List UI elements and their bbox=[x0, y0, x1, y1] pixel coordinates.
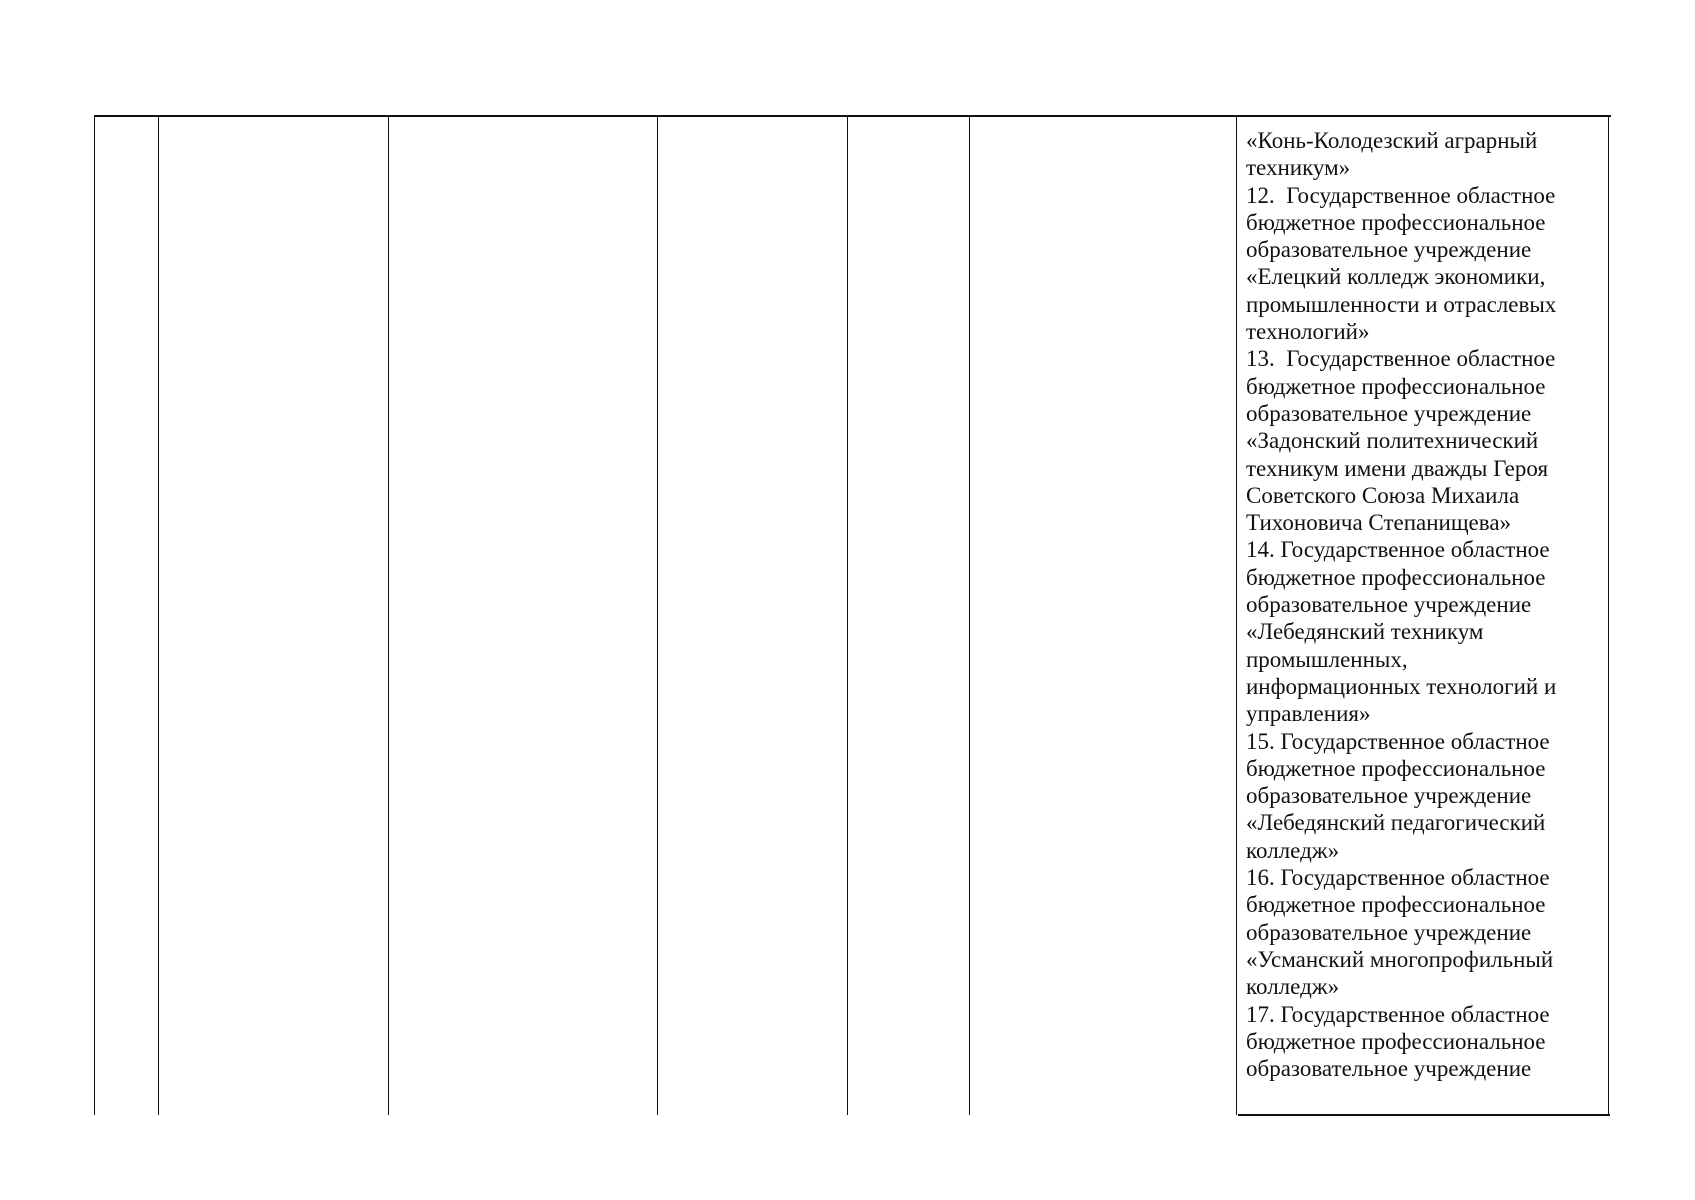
cell-text-line: образовательное учреждение bbox=[1246, 400, 1532, 426]
cell-text-line: «Конь-Колодезский аграрный bbox=[1246, 128, 1538, 153]
cell-text-line: «Лебедянский техникум bbox=[1246, 619, 1484, 645]
cell-text-line: бюджетное профессиональное bbox=[1246, 755, 1546, 781]
cell-text-line: «Усманский многопрофильный bbox=[1246, 946, 1554, 972]
cell-text-line: техникум» bbox=[1246, 155, 1351, 181]
cell-text-line: промышленности и отраслевых bbox=[1246, 291, 1557, 317]
cell-text-line: «Задонский политехнический bbox=[1246, 428, 1539, 454]
cell-text-line: бюджетное профессиональное bbox=[1246, 1028, 1546, 1054]
cell-text-line: бюджетное профессиональное bbox=[1246, 564, 1546, 590]
last-column-cell bbox=[1246, 127, 1606, 1082]
cell-text-line: образовательное учреждение bbox=[1246, 1056, 1532, 1082]
column-divider-2 bbox=[158, 115, 159, 1115]
cell-text-line: информационных технологий и bbox=[1246, 673, 1557, 699]
cell-text-line: Советского Союза Михаила bbox=[1246, 482, 1520, 508]
cell-text-line: бюджетное профессиональное bbox=[1246, 892, 1546, 918]
column-divider-8 bbox=[1608, 115, 1609, 1115]
cell-text-line: 17. Государственное областное bbox=[1246, 1001, 1550, 1027]
cell-text-line: 12. Государственное областное bbox=[1246, 182, 1556, 208]
cell-text-line: образовательное учреждение bbox=[1246, 592, 1532, 618]
cell-text-line: бюджетное профессиональное bbox=[1246, 373, 1546, 399]
column-divider-1 bbox=[94, 115, 95, 1115]
cell-text-line: образовательное учреждение bbox=[1246, 783, 1532, 809]
cell-text-line: бюджетное профессиональное bbox=[1246, 209, 1546, 235]
cell-text-line: колледж» bbox=[1246, 974, 1340, 1000]
cell-text-line: управления» bbox=[1246, 701, 1371, 727]
cell-text-line: 13. Государственное областное bbox=[1246, 346, 1556, 372]
column-divider-3 bbox=[388, 115, 389, 1115]
cell-text-line: образовательное учреждение bbox=[1246, 237, 1532, 263]
column-divider-7 bbox=[1236, 115, 1237, 1115]
table-top-border bbox=[94, 115, 1611, 117]
cell-text-line: 14. Государственное областное bbox=[1246, 537, 1550, 563]
cell-text-line: 16. Государственное областное bbox=[1246, 865, 1550, 891]
cell-text-line: технологий» bbox=[1246, 319, 1370, 345]
column-divider-5 bbox=[847, 115, 848, 1115]
cell-text-line: промышленных, bbox=[1246, 646, 1408, 672]
cell-text-line: 15. Государственное областное bbox=[1246, 728, 1550, 754]
last-column-bottom-border bbox=[1238, 1114, 1610, 1116]
cell-text-line: «Елецкий колледж экономики, bbox=[1246, 264, 1546, 290]
cell-text-line: колледж» bbox=[1246, 837, 1340, 863]
cell-text-line: образовательное учреждение bbox=[1246, 919, 1532, 945]
column-divider-4 bbox=[657, 115, 658, 1115]
cell-text-line: Тихоновича Степанищева» bbox=[1246, 510, 1512, 536]
cell-text-line: техникум имени дважды Героя bbox=[1246, 455, 1549, 481]
cell-text-line: «Лебедянский педагогический bbox=[1246, 810, 1546, 836]
column-divider-6 bbox=[969, 115, 970, 1115]
